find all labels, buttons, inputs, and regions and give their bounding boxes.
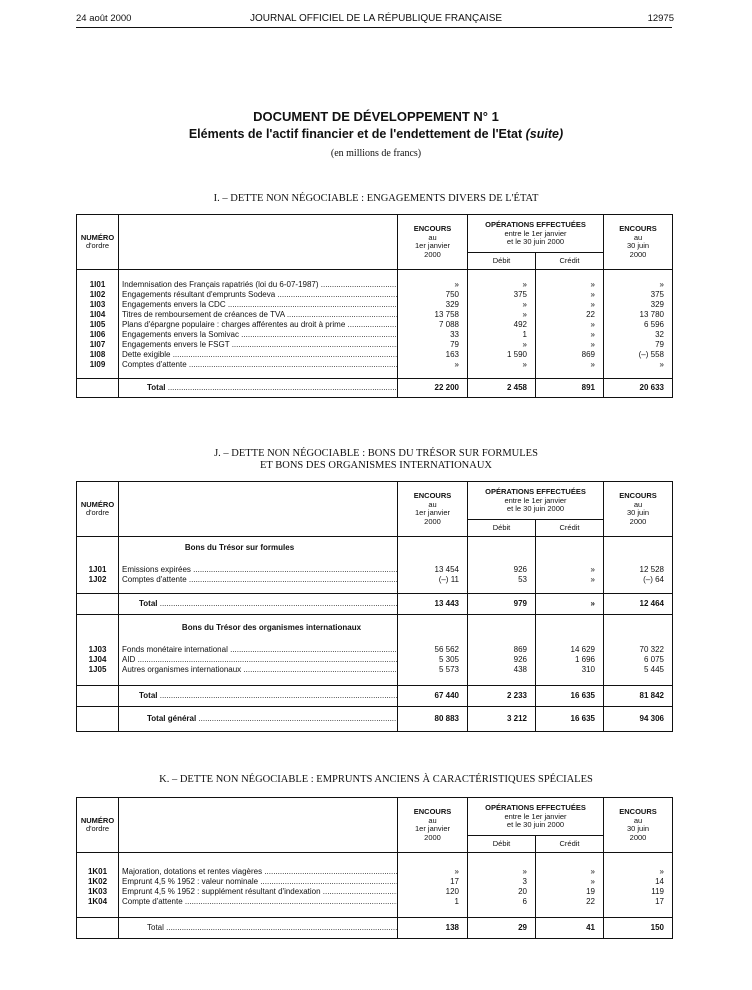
- grand-total-debit: 3 212: [468, 707, 536, 732]
- row-debit: 869: [468, 645, 536, 655]
- credit-header: Crédit: [536, 835, 604, 852]
- row-debit: »: [468, 280, 536, 290]
- numero-header: NUMÉRO d'ordre: [77, 215, 119, 270]
- table-row: [77, 887, 673, 897]
- section-k-table: [76, 797, 673, 939]
- row-debit: 20: [468, 887, 536, 897]
- table-row: [77, 665, 673, 675]
- document-subtitle: Eléments de l'actif financier et de l'endettement de l'Etat (suite): [188, 127, 564, 141]
- group-heading: Bons du Trésor sur formules: [119, 537, 398, 560]
- total-encours-start: 138: [398, 918, 468, 939]
- row-label: Plans d'épargne populaire : charges afférentes au droit à prime .....: [119, 320, 398, 330]
- row-encours-end: 5 445: [604, 665, 673, 675]
- spacer-row: [77, 853, 673, 868]
- encours-end-header: ENCOURS au 30 juin 2000: [604, 215, 673, 270]
- debit-header: Débit: [468, 252, 536, 269]
- total-label: Total .....: [119, 918, 398, 939]
- row-encours-start: 13 454: [398, 565, 468, 575]
- row-label: Compte d'attente .....: [119, 897, 398, 907]
- row-code: 1J05: [77, 665, 119, 675]
- row-encours-start: »: [398, 867, 468, 877]
- row-encours-end: 32: [604, 330, 673, 340]
- row-credit: »: [536, 290, 604, 300]
- row-label: Emissions expirées .....: [119, 565, 398, 575]
- subtotal-label: Total .....: [119, 594, 398, 615]
- grand-total-row: [77, 707, 673, 732]
- row-code: 1K03: [77, 887, 119, 897]
- total-debit: 29: [468, 918, 536, 939]
- encours-start-header: ENCOURS au 1er janvier 2000: [398, 482, 468, 537]
- row-encours-end: (–) 558: [604, 350, 673, 360]
- header-row: [77, 798, 673, 836]
- row-debit: 1: [468, 330, 536, 340]
- row-credit: »: [536, 300, 604, 310]
- grand-total-encours-start: 80 883: [398, 707, 468, 732]
- row-encours-start: 33: [398, 330, 468, 340]
- row-label: Emprunt 4,5 % 1952 : supplément résultant d'indexation .....: [119, 887, 398, 897]
- row-encours-start: 5 305: [398, 655, 468, 665]
- row-encours-end: 119: [604, 887, 673, 897]
- row-label: Indemnisation des Français rapatriés (loi du 6-07-1987) .....: [119, 280, 398, 290]
- subtotal-debit: 979: [468, 594, 536, 615]
- row-encours-start: 56 562: [398, 645, 468, 655]
- group-heading-row: [77, 615, 673, 642]
- document-unit: (en millions de francs): [330, 148, 422, 159]
- row-debit: 492: [468, 320, 536, 330]
- section-k-title: K. – DETTE NON NÉGOCIABLE : EMPRUNTS ANCIENS À CARACTÉRISTIQUES SPÉCIALES: [159, 774, 593, 785]
- row-label: Emprunt 4,5 % 1952 : valeur nominale .....: [119, 877, 398, 887]
- row-credit: »: [536, 565, 604, 575]
- row-code: 1I01: [77, 280, 119, 290]
- row-encours-end: »: [604, 280, 673, 290]
- row-debit: »: [468, 310, 536, 320]
- row-encours-end: 6 075: [604, 655, 673, 665]
- row-encours-end: 12 528: [604, 565, 673, 575]
- total-encours-end: 20 633: [604, 379, 673, 398]
- row-encours-end: 70 322: [604, 645, 673, 655]
- row-credit: »: [536, 360, 604, 370]
- row-credit: 14 629: [536, 645, 604, 655]
- row-code: 1I07: [77, 340, 119, 350]
- row-credit: »: [536, 867, 604, 877]
- row-encours-start: 17: [398, 877, 468, 887]
- table-row: [77, 655, 673, 665]
- group-heading-row: [77, 537, 673, 560]
- row-credit: »: [536, 340, 604, 350]
- row-encours-start: 7 088: [398, 320, 468, 330]
- table-row: [77, 877, 673, 887]
- row-debit: 1 590: [468, 350, 536, 360]
- section-j-title: J. – DETTE NON NÉGOCIABLE : BONS DU TRÉSOR SUR FORMULES ET BONS DES ORGANISMES INTERNATIONAUX: [214, 448, 538, 471]
- table-row: [77, 565, 673, 575]
- row-label: Engagements envers le FSGT .....: [119, 340, 398, 350]
- table-row: [77, 280, 673, 290]
- row-credit: 1 696: [536, 655, 604, 665]
- row-code: 1I08: [77, 350, 119, 360]
- header-row: [77, 215, 673, 253]
- section-j-table: [76, 481, 673, 732]
- total-label: Total .....: [119, 379, 398, 398]
- row-encours-start: »: [398, 280, 468, 290]
- operations-header: OPÉRATIONS EFFECTUÉES entre le 1er janvier et le 30 juin 2000: [468, 798, 604, 836]
- row-encours-start: 5 573: [398, 665, 468, 675]
- section-i-rows: [77, 280, 673, 370]
- row-encours-end: »: [604, 867, 673, 877]
- credit-header: Crédit: [536, 519, 604, 536]
- subtotal-encours-end: 12 464: [604, 594, 673, 615]
- debit-header: Débit: [468, 835, 536, 852]
- row-debit: »: [468, 360, 536, 370]
- numero-header: NUMÉRO d'ordre: [77, 798, 119, 853]
- spacer-row: [77, 907, 673, 918]
- row-debit: 3: [468, 877, 536, 887]
- header-page-number: 12975: [647, 13, 674, 24]
- subtotal-encours-end: 81 842: [604, 686, 673, 707]
- header-row: [77, 482, 673, 520]
- row-encours-end: 79: [604, 340, 673, 350]
- row-label: Autres organismes internationaux .....: [119, 665, 398, 675]
- header-journal-title: JOURNAL OFFICIEL DE LA RÉPUBLIQUE FRANÇAISE: [249, 13, 503, 24]
- table-row: [77, 575, 673, 585]
- document-title: DOCUMENT DE DÉVELOPPEMENT N° 1: [253, 109, 499, 124]
- subtotal-row: [77, 686, 673, 707]
- row-credit: 22: [536, 310, 604, 320]
- table-row: [77, 360, 673, 370]
- total-credit: 891: [536, 379, 604, 398]
- row-credit: 310: [536, 665, 604, 675]
- spacer-row: [77, 585, 673, 594]
- table-row: [77, 350, 673, 360]
- table-row: [77, 310, 673, 320]
- row-encours-end: 13 780: [604, 310, 673, 320]
- row-encours-end: 329: [604, 300, 673, 310]
- row-encours-end: »: [604, 360, 673, 370]
- subtotal-label: Total .....: [119, 686, 398, 707]
- numero-header: NUMÉRO d'ordre: [77, 482, 119, 537]
- row-code: 1J04: [77, 655, 119, 665]
- group-2-rows: [77, 645, 673, 675]
- subtotal-credit: 16 635: [536, 686, 604, 707]
- row-debit: »: [468, 867, 536, 877]
- total-encours-start: 22 200: [398, 379, 468, 398]
- row-label: AID .....: [119, 655, 398, 665]
- row-code: 1I04: [77, 310, 119, 320]
- section-k-rows: [77, 867, 673, 907]
- subtotal-encours-start: 13 443: [398, 594, 468, 615]
- grand-total-encours-end: 94 306: [604, 707, 673, 732]
- table-row: [77, 897, 673, 907]
- label-header: [119, 798, 398, 853]
- row-debit: 926: [468, 655, 536, 665]
- row-label: Fonds monétaire international .....: [119, 645, 398, 655]
- row-encours-start: »: [398, 360, 468, 370]
- operations-header: OPÉRATIONS EFFECTUÉES entre le 1er janvier et le 30 juin 2000: [468, 215, 604, 253]
- encours-start-header: ENCOURS au 1er janvier 2000: [398, 798, 468, 853]
- table-row: [77, 320, 673, 330]
- row-debit: 438: [468, 665, 536, 675]
- spacer-row: [77, 270, 673, 281]
- row-code: 1I02: [77, 290, 119, 300]
- row-encours-end: 6 596: [604, 320, 673, 330]
- row-credit: »: [536, 877, 604, 887]
- table-row: [77, 290, 673, 300]
- row-encours-start: (–) 11: [398, 575, 468, 585]
- row-credit: »: [536, 330, 604, 340]
- table-row: [77, 330, 673, 340]
- row-encours-start: 79: [398, 340, 468, 350]
- table-row: [77, 645, 673, 655]
- encours-end-header: ENCOURS au 30 juin 2000: [604, 798, 673, 853]
- row-code: 1K02: [77, 877, 119, 887]
- row-encours-start: 163: [398, 350, 468, 360]
- row-label: Comptes d'attente .....: [119, 360, 398, 370]
- row-credit: »: [536, 575, 604, 585]
- spacer-row: [77, 370, 673, 379]
- section-i-title: I. – DETTE NON NÉGOCIABLE : ENGAGEMENTS DIVERS DE L'ÉTAT: [213, 193, 539, 204]
- row-label: Engagements résultant d'emprunts Sodeva .....: [119, 290, 398, 300]
- row-credit: 869: [536, 350, 604, 360]
- row-code: 1J01: [77, 565, 119, 575]
- row-debit: »: [468, 300, 536, 310]
- grand-total-label: Total général .....: [119, 707, 398, 732]
- operations-header: OPÉRATIONS EFFECTUÉES entre le 1er janvier et le 30 juin 2000: [468, 482, 604, 520]
- encours-start-header: ENCOURS au 1er janvier 2000: [398, 215, 468, 270]
- debit-header: Débit: [468, 519, 536, 536]
- row-credit: »: [536, 320, 604, 330]
- row-debit: 926: [468, 565, 536, 575]
- total-debit: 2 458: [468, 379, 536, 398]
- row-encours-end: 375: [604, 290, 673, 300]
- row-encours-start: 329: [398, 300, 468, 310]
- spacer-row: [77, 675, 673, 686]
- row-label: Titres de remboursement de créances de TVA .....: [119, 310, 398, 320]
- subtotal-credit: »: [536, 594, 604, 615]
- row-label: Dette exigible .....: [119, 350, 398, 360]
- row-code: 1K01: [77, 867, 119, 877]
- row-encours-start: 1: [398, 897, 468, 907]
- row-label: Engagements envers la CDC .....: [119, 300, 398, 310]
- label-header: [119, 215, 398, 270]
- total-row: [77, 918, 673, 939]
- encours-end-header: ENCOURS au 30 juin 2000: [604, 482, 673, 537]
- row-code: 1J02: [77, 575, 119, 585]
- row-encours-start: 120: [398, 887, 468, 897]
- row-credit: »: [536, 280, 604, 290]
- grand-total-credit: 16 635: [536, 707, 604, 732]
- row-code: 1I05: [77, 320, 119, 330]
- row-label: Comptes d'attente .....: [119, 575, 398, 585]
- group-1-rows: [77, 565, 673, 585]
- total-row: [77, 379, 673, 398]
- total-encours-end: 150: [604, 918, 673, 939]
- row-debit: »: [468, 340, 536, 350]
- group-heading: Bons du Trésor des organismes internationaux: [119, 615, 398, 642]
- row-code: 1J03: [77, 645, 119, 655]
- row-code: 1K04: [77, 897, 119, 907]
- section-i-table: [76, 214, 673, 398]
- table-row: [77, 867, 673, 877]
- subtotal-encours-start: 67 440: [398, 686, 468, 707]
- credit-header: Crédit: [536, 252, 604, 269]
- row-encours-end: 14: [604, 877, 673, 887]
- row-debit: 53: [468, 575, 536, 585]
- row-credit: 19: [536, 887, 604, 897]
- header-rule: [76, 27, 672, 28]
- header-date: 24 août 2000: [76, 13, 132, 24]
- row-label: Engagements envers la Somivac .....: [119, 330, 398, 340]
- row-code: 1I03: [77, 300, 119, 310]
- row-code: 1I06: [77, 330, 119, 340]
- table-row: [77, 300, 673, 310]
- row-credit: 22: [536, 897, 604, 907]
- row-label: Majoration, dotations et rentes viagères .....: [119, 867, 398, 877]
- total-credit: 41: [536, 918, 604, 939]
- label-header: [119, 482, 398, 537]
- row-encours-end: 17: [604, 897, 673, 907]
- table-row: [77, 340, 673, 350]
- subtotal-debit: 2 233: [468, 686, 536, 707]
- row-encours-start: 750: [398, 290, 468, 300]
- row-debit: 6: [468, 897, 536, 907]
- row-encours-start: 13 758: [398, 310, 468, 320]
- subtotal-row: [77, 594, 673, 615]
- row-encours-end: (–) 64: [604, 575, 673, 585]
- row-code: 1I09: [77, 360, 119, 370]
- row-debit: 375: [468, 290, 536, 300]
